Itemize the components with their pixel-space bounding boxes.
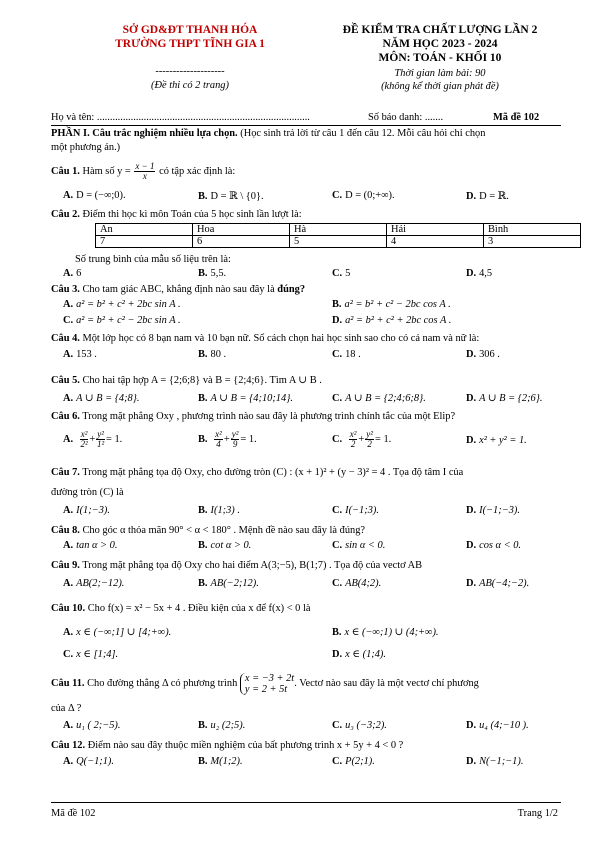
option-letter: A. [63, 433, 74, 445]
question-text: Cho tam giác ABC, khẳng định nào sau đây là [82, 284, 275, 295]
q1-option-b[interactable] [198, 190, 264, 202]
option-text: I(−1;−3). [479, 505, 520, 516]
option-letter: A. [63, 299, 74, 310]
question-text: Điểm thi học kì môn Toán của 5 học sinh lần lượt là: [82, 209, 302, 220]
table-cell: 6 [193, 236, 290, 248]
part-instruction [51, 127, 561, 140]
question-text: Điểm nào sau đây thuộc miền nghiệm của bất phương trình x + 5y + 4 < 0 ? [87, 740, 404, 751]
option-text: N(−1;−1). [479, 756, 524, 767]
operator: + [223, 433, 230, 445]
fraction [214, 430, 223, 449]
option-text: x ∈ [1;4]. [76, 649, 119, 660]
option-letter: B. [198, 268, 208, 279]
question-12 [51, 739, 561, 752]
q9-option-c[interactable] [332, 578, 381, 589]
option-letter: A. [63, 756, 74, 767]
equals: = 1. [106, 433, 123, 445]
q5-option-b[interactable] [198, 392, 293, 404]
question-label: Câu 2. [51, 209, 80, 220]
question-6 [51, 410, 561, 423]
option-text: D = (0;+∞). [345, 190, 395, 201]
option-text: sin α < 0. [345, 540, 386, 551]
q5-option-c[interactable] [332, 392, 426, 404]
option-text: a² = b² + c² + 2bc sin A . [76, 299, 181, 310]
question-text: Trong mặt phẳng tọa độ Oxy, cho đường tròn (C) : (x + 1)² + (y − 3)² = 4 . Tọa độ tâm I của [82, 467, 464, 478]
q10-option-a[interactable] [63, 626, 171, 638]
q9-option-d[interactable] [466, 578, 529, 589]
divider [51, 125, 561, 126]
q10-option-c[interactable] [63, 648, 118, 660]
question-label: Câu 6. [51, 411, 80, 422]
option-letter: D. [466, 540, 477, 551]
question-7-line2: đường tròn (C) là [51, 487, 124, 498]
option-letter: C. [332, 756, 343, 767]
fraction [365, 430, 374, 449]
option-text: 153 . [76, 349, 97, 360]
table-row [96, 236, 581, 248]
question-10 [51, 602, 561, 615]
numerator: y² [97, 429, 104, 439]
q9-option-b[interactable] [198, 578, 259, 589]
footer-divider [51, 802, 561, 803]
option-text: AB(2;−12). [76, 578, 125, 589]
denominator: 2² [80, 439, 88, 449]
q5-option-d[interactable] [466, 392, 542, 404]
page-number: Trang 1/2 [517, 808, 558, 819]
option-text: I(1;−3). [76, 505, 110, 516]
option-letter: B. [198, 540, 208, 551]
fraction [80, 430, 89, 449]
option-text: A ∪ B = {2;6}. [479, 393, 543, 404]
option-letter: C. [332, 393, 343, 404]
option-letter: C. [63, 649, 74, 660]
option-letter: B. [198, 433, 208, 445]
question-text: Hàm số y = [82, 165, 131, 177]
denominator: 1² [97, 439, 105, 449]
fraction [231, 430, 240, 449]
option-text: A ∪ B = {4;8}. [76, 393, 140, 404]
option-letter: B. [198, 720, 208, 731]
header-dashes: -------------------- [155, 66, 225, 77]
question-3 [51, 283, 561, 296]
pages-note: (Đề thi có 2 trang) [151, 80, 229, 91]
system-line: y = 2 + 5t [244, 683, 288, 695]
exam-code: Mã đề 102 [493, 112, 540, 123]
option-letter: A. [63, 190, 74, 201]
option-text: Q(−1;1). [76, 756, 114, 767]
q11-option-d[interactable] [466, 720, 529, 731]
option-text: x ∈ (1;4). [345, 649, 386, 660]
question-label: Câu 3. [51, 284, 80, 295]
q12-option-b[interactable] [198, 756, 243, 767]
q2-option-a[interactable] [63, 268, 81, 279]
q11-option-c[interactable] [332, 720, 387, 731]
denominator: 9 [232, 439, 238, 449]
candidate-name-field: Họ và tên: .................................................................................. [51, 112, 310, 123]
question-label: Câu 11. [51, 678, 85, 689]
option-text: 5 [345, 268, 351, 279]
table-cell: 7 [96, 236, 193, 248]
question-text-end: . Vectơ nào sau đây là một vectơ chỉ phương [294, 678, 479, 689]
option-letter: D. [466, 393, 477, 404]
option-letter: B. [198, 393, 208, 404]
option-text: u₂ (2;5). [210, 720, 246, 731]
question-text: Cho f(x) = x² − 5x + 4 . Điều kiện của x để f(x) < 0 là [87, 603, 311, 614]
table-cell: An [96, 224, 193, 236]
option-letter: A. [63, 578, 74, 589]
option-letter: C. [332, 349, 343, 360]
option-letter: B. [332, 299, 342, 310]
q10-option-b[interactable] [332, 626, 439, 638]
equation-system [240, 673, 294, 695]
option-text: D = ℝ. [479, 191, 509, 202]
q7-option-c[interactable] [332, 505, 379, 516]
equals: = 1. [375, 433, 392, 445]
q4-option-c[interactable] [332, 349, 361, 360]
q1-option-d[interactable] [466, 190, 509, 202]
q5-option-a[interactable] [63, 392, 139, 404]
option-text: u₄ (4;−10 ). [479, 720, 529, 731]
q8-option-c[interactable] [332, 540, 385, 551]
option-text: 6 [76, 268, 82, 279]
score-table [95, 223, 581, 248]
question-label: Câu 12. [51, 740, 86, 751]
question-11-line2: của Δ ? [51, 703, 82, 714]
question-label: Câu 7. [51, 467, 80, 478]
option-letter: A. [63, 720, 74, 731]
part-instruction-text: (Học sinh trả lời từ câu 1 đến câu 12. Mỗi câu hỏi chỉ chọn [240, 128, 486, 139]
option-text: 80 . [210, 349, 227, 360]
q11-option-a[interactable] [63, 720, 121, 731]
option-letter: C. [332, 268, 343, 279]
question-label: Câu 5. [51, 375, 80, 386]
q12-option-c[interactable] [332, 756, 375, 767]
q8-option-b[interactable] [198, 540, 251, 551]
equals: = 1. [240, 433, 257, 445]
q12-option-a[interactable] [63, 756, 114, 767]
option-letter: D. [466, 191, 477, 202]
question-text: Trong mặt phẳng tọa độ Oxy cho hai điểm A(3;−5), B(1;7) . Tọa độ của vectơ AB [82, 560, 423, 571]
q4-option-b[interactable] [198, 349, 226, 360]
option-text: cot α > 0. [210, 540, 252, 551]
part-title: PHẦN I. Câu trắc nghiệm nhiều lựa chọn. [51, 128, 238, 139]
option-text: a² = b² + c² − 2bc cos A . [344, 299, 451, 310]
option-text: D = (−∞;0). [76, 190, 126, 201]
option-letter: C. [332, 433, 343, 445]
question-text: Cho hai tập hợp A = {2;6;8} và B = {2;4;6}. Tìm A ∪ B . [82, 375, 322, 386]
school-name: TRƯỜNG THPT TĨNH GIA 1 [115, 38, 265, 50]
option-letter: D. [466, 435, 477, 446]
option-letter: B. [198, 756, 208, 767]
option-letter: A. [63, 393, 74, 404]
option-text: x ∈ (−∞;1) ∪ (4;+∞). [344, 627, 439, 638]
question-subtext: Số trung bình của mẫu số liệu trên là: [75, 254, 231, 265]
option-letter: C. [63, 315, 74, 326]
question-text-end: có tập xác định là: [159, 165, 236, 177]
option-letter: C. [332, 578, 343, 589]
question-2 [51, 208, 561, 221]
question-label: Câu 10. [51, 603, 86, 614]
q4-option-a[interactable] [63, 349, 97, 360]
q3-option-b[interactable] [332, 299, 451, 310]
option-text: AB(4;2). [345, 578, 382, 589]
q4-option-d[interactable] [466, 349, 500, 360]
option-letter: A. [63, 627, 74, 638]
option-text: x ∈ (−∞;1] ∪ [4;+∞). [76, 627, 172, 638]
numerator: x² [80, 429, 88, 439]
question-text: Một lớp học có 8 bạn nam và 10 bạn nữ. Số cách chọn hai học sinh sao cho có cả nam và nữ là: [82, 333, 480, 344]
option-letter: D. [332, 649, 343, 660]
option-letter: B. [198, 349, 208, 360]
fraction [349, 430, 358, 449]
q12-option-d[interactable] [466, 756, 523, 767]
question-label: Câu 1. [51, 165, 80, 177]
operator: + [89, 433, 96, 445]
option-text: tan α > 0. [76, 540, 118, 551]
part-instruction-line2: một phương án.) [51, 142, 121, 153]
option-text: a² = b² + c² + 2bc cos A . [345, 315, 452, 326]
question-7 [51, 466, 561, 479]
denominator: 4 [216, 439, 221, 449]
question-9 [51, 559, 561, 572]
question-text: Cho đường thẳng Δ có phương trình [87, 678, 238, 689]
table-row [96, 224, 581, 236]
option-text: 306 . [479, 349, 500, 360]
denominator: 2 [367, 439, 372, 449]
q10-option-d[interactable] [332, 648, 386, 660]
question-label: Câu 4. [51, 333, 80, 344]
emphasis-text: đúng [277, 284, 300, 295]
question-text: Cho góc α thỏa mãn 90° < α < 180° . Mệnh đề nào sau đây là đúng? [82, 525, 366, 536]
fraction [134, 162, 155, 181]
option-letter: D. [466, 756, 477, 767]
numerator: y² [366, 429, 373, 439]
school-year: NĂM HỌC 2023 - 2024 [382, 38, 498, 50]
q3-option-d[interactable] [332, 315, 451, 326]
option-letter: D. [466, 268, 477, 279]
q6-option-b[interactable] [198, 430, 257, 449]
q11-option-b[interactable] [198, 720, 245, 731]
fraction [96, 430, 105, 449]
option-text: A ∪ B = {2;4;6;8}. [345, 393, 426, 404]
option-letter: B. [198, 578, 208, 589]
q2-option-d[interactable] [466, 268, 492, 279]
numerator: x² [349, 429, 357, 439]
denominator: 2 [350, 439, 356, 449]
option-text: u₃ (−3;2). [345, 720, 387, 731]
option-letter: B. [332, 627, 342, 638]
option-letter: D. [466, 720, 477, 731]
system-line: x = −3 + 2t [244, 672, 295, 684]
question-4 [51, 332, 561, 345]
exam-title: ĐỀ KIỂM TRA CHẤT LƯỢNG LẦN 2 [342, 24, 538, 36]
option-letter: C. [332, 190, 343, 201]
q2-option-b[interactable] [198, 268, 226, 279]
question-label: Câu 9. [51, 560, 80, 571]
option-text: A ∪ B = {4;10;14}. [210, 393, 293, 404]
question-1 [51, 162, 561, 181]
q2-option-c[interactable] [332, 268, 350, 279]
option-letter: A. [63, 540, 74, 551]
question-text: Trong mặt phẳng Oxy , phương trình nào sau đây là phương trình chính tắc của một Elip? [82, 411, 456, 422]
option-text: x² + y² = 1. [479, 435, 527, 446]
option-letter: A. [63, 268, 74, 279]
operator: + [358, 433, 365, 445]
numerator: x² [215, 429, 222, 439]
time-note: (không kể thời gian phát đề) [381, 81, 499, 92]
option-letter: D. [466, 349, 477, 360]
option-text: a² = b² + c² − 2bc sin A . [76, 315, 181, 326]
q9-option-a[interactable] [63, 578, 124, 589]
q8-option-a[interactable] [63, 540, 117, 551]
option-text: I(1;3) . [210, 505, 240, 516]
option-text: AB(−2;12). [210, 578, 259, 589]
q3-option-a[interactable] [63, 299, 181, 310]
option-text: cos α < 0. [479, 540, 522, 551]
numerator: y² [231, 429, 239, 439]
q7-option-b[interactable] [198, 505, 240, 516]
candidate-id-field: Số báo danh: ....... [368, 112, 444, 123]
option-letter: B. [198, 505, 208, 516]
table-cell: Bình [484, 224, 581, 236]
option-text: M(1;2). [210, 756, 243, 767]
question-label: Câu 8. [51, 525, 80, 536]
option-letter: A. [63, 349, 74, 360]
table-cell: Hải [387, 224, 484, 236]
q1-option-a[interactable] [63, 190, 126, 201]
table-cell: Hoa [193, 224, 290, 236]
option-text: P(2;1). [345, 756, 375, 767]
question-8 [51, 524, 561, 537]
option-letter: D. [466, 505, 477, 516]
q8-option-d[interactable] [466, 540, 521, 551]
q6-option-d[interactable] [466, 435, 527, 446]
denominator: x [142, 171, 147, 181]
option-text: AB(−4;−2). [479, 578, 530, 589]
option-letter: C. [332, 540, 343, 551]
option-text: I(−1;3). [345, 505, 379, 516]
exam-time: Thời gian làm bài: 90 [394, 68, 486, 79]
option-text: u₁ ( 2;−5). [76, 720, 121, 731]
q7-option-a[interactable] [63, 505, 110, 516]
question-mark: ? [299, 284, 306, 295]
footer-code: Mã đề 102 [51, 808, 96, 819]
option-text: 18 . [345, 349, 361, 360]
option-letter: C. [332, 720, 343, 731]
option-text: D = ℝ \ {0}. [210, 191, 264, 202]
option-letter: D. [332, 315, 343, 326]
subject: MÔN: TOÁN - KHỐI 10 [378, 52, 502, 64]
q6-option-c[interactable] [332, 430, 391, 449]
q1-option-c[interactable] [332, 190, 395, 201]
table-cell: 5 [290, 236, 387, 248]
question-11 [51, 672, 561, 696]
option-text: 5,5. [210, 268, 227, 279]
q6-option-a[interactable] [63, 430, 122, 449]
q3-option-c[interactable] [63, 315, 181, 326]
option-letter: A. [63, 505, 74, 516]
question-5 [51, 374, 561, 387]
option-letter: D. [466, 578, 477, 589]
option-letter: B. [198, 191, 208, 202]
table-cell: Hà [290, 224, 387, 236]
table-cell: 4 [387, 236, 484, 248]
q7-option-d[interactable] [466, 505, 520, 516]
option-letter: C. [332, 505, 343, 516]
department-name: SỞ GD&ĐT THANH HÓA [122, 24, 258, 36]
numerator: x − 1 [135, 161, 155, 171]
option-text: 4,5 [479, 268, 493, 279]
table-cell: 3 [484, 236, 581, 248]
